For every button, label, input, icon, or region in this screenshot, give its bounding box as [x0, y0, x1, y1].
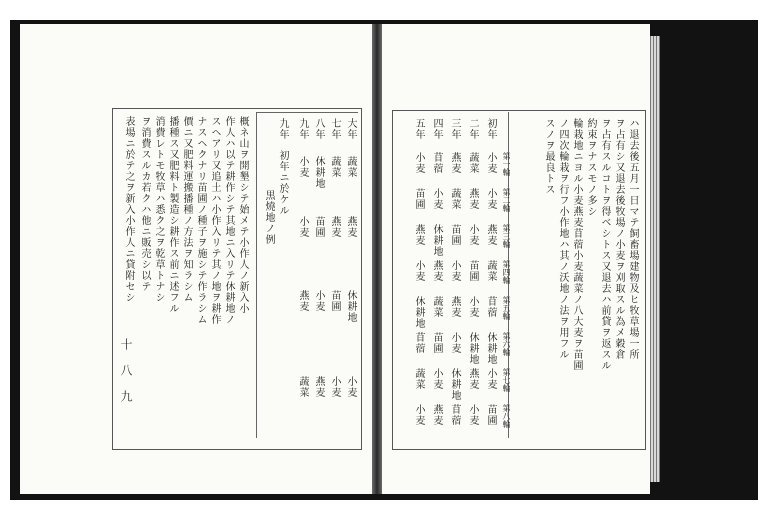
right-rot-header-4: 第四輪 [502, 260, 511, 284]
right-rot-header-7: 第七輪 [502, 368, 511, 392]
right-rot-cell-1-8: 苗圃 [485, 404, 496, 426]
left-narrative-col-8: ヲ消費スルカ若クハ他ニ販売シ以テ [139, 116, 150, 292]
left-narrative-col-3: スヘアリ又追土ハ小作入リテ其ノ地ヲ耕作 [209, 116, 220, 325]
right-rot-cell-1-7: 小麦 [485, 368, 496, 390]
left-rot-year-1: 大年 [345, 118, 356, 140]
right-rot-year-2: 二年 [467, 118, 478, 140]
left-narrative-col-6: 播種ス又肥料ト製造シ耕作ス前ニ述フル [167, 116, 178, 314]
right-rot-header-2: 第二輪 [502, 188, 511, 212]
right-rot-cell-2-3: 小麦 [467, 224, 478, 246]
right-rot-cell-3-8: 苜蓿 [449, 404, 460, 426]
left-rot-year-2: 七年 [329, 118, 340, 140]
left-rot-cell-1-2: 燕麦 [345, 216, 356, 238]
right-narrative-col-5: 輪栽地ニヨル小麦燕麦苜蓿小麦蔬菜ノ八大麦ヲ苗圃 [571, 118, 582, 371]
right-rot-cell-4-5: 蔬菜 [431, 296, 442, 318]
left-narrative-col-4: ナスヘクナリ苗圃ノ種子ヲ施シテ作ラシム [195, 116, 206, 325]
right-rot-cell-3-3: 苗圃 [449, 224, 460, 246]
left-table-heading-3: 九年 [277, 118, 288, 140]
left-rot-cell-2-1: 蔬菜 [329, 156, 340, 178]
left-table-heading-1: 黒燒地ノ例 [263, 190, 274, 245]
right-rot-cell-3-5: 燕麦 [449, 296, 460, 318]
right-rot-cell-1-3: 燕麦 [485, 224, 496, 246]
right-rot-cell-5-1: 小麦 [413, 152, 424, 174]
right-rot-header-3: 第三輪 [502, 224, 511, 248]
margin-mark-2: 八 [119, 364, 133, 376]
book-gutter [372, 24, 382, 494]
margin-mark-3: 九 [119, 390, 133, 402]
left-rot-year-4: 九年 [297, 118, 308, 140]
left-rot-cell-3-4: 燕麦 [313, 376, 324, 398]
right-rot-cell-1-1: 小麦 [485, 152, 496, 174]
right-rot-cell-2-6: 休耕地 [467, 332, 478, 365]
right-rot-cell-5-5: 休耕地 [413, 296, 424, 329]
right-narrative-col-1: ハ退去後五月一日マテ飼畜場建物及ヒ牧草場一所 [627, 118, 638, 360]
left-narrative-col-5: 價ニ又肥料運搬播種ノ方法ヲ知ラシム [181, 116, 192, 303]
right-rot-cell-1-4: 蔬菜 [485, 260, 496, 282]
left-rot-cell-4-2: 小麦 [297, 216, 308, 238]
right-rot-cell-5-2: 苗圃 [413, 188, 424, 210]
right-rot-year-5: 五年 [413, 118, 424, 140]
left-narrative-col-1: 概ネ山ヲ開墾シテ始メテ小作人ノ新入小 [237, 116, 248, 314]
right-narrative-col-7: スノヲ最良トス [543, 118, 554, 195]
right-narrative-col-6: ノ四次輪栽ヲ行フ小作地ハ其ノ沃地ノ法ヲ用フル [557, 118, 568, 360]
right-rot-cell-4-4: 燕麦 [431, 260, 442, 282]
right-narrative-col-2: ヲ占有シ又退去後牧場ノ小麦ヲ刈取スル為メ穀倉 [613, 118, 624, 360]
left-rot-cell-4-4: 蔬菜 [297, 376, 308, 398]
right-rot-cell-1-2: 小麦 [485, 188, 496, 210]
left-table-top-rule [256, 112, 358, 113]
right-rot-cell-5-3: 燕麦 [413, 224, 424, 246]
right-rot-header-1: 第一輪 [502, 152, 511, 176]
right-rot-header-8: 第八輪 [502, 404, 511, 428]
right-rot-cell-4-2: 小麦 [431, 188, 442, 210]
right-rot-cell-5-6: 苜蓿 [413, 332, 424, 354]
right-rot-cell-4-3: 休耕地 [431, 224, 442, 257]
right-rot-cell-1-5: 苜蓿 [485, 296, 496, 318]
left-narrative-col-7: 消費レトモ牧草ハ悉ク之ヲ乾草トナシ [153, 116, 164, 303]
right-rot-year-4: 四年 [431, 118, 442, 140]
right-rot-cell-2-7: 燕麦 [467, 368, 478, 390]
right-rot-cell-2-1: 蔬菜 [467, 152, 478, 174]
left-table-heading-2: 初年ニ於ケル [277, 150, 288, 216]
right-rot-cell-2-2: 燕麦 [467, 188, 478, 210]
right-rot-cell-4-7: 小麦 [431, 368, 442, 390]
left-rot-cell-3-3: 小麦 [313, 290, 324, 312]
left-rot-cell-2-3: 苗圃 [329, 290, 340, 312]
right-rot-cell-4-1: 苜蓿 [431, 152, 442, 174]
right-rot-year-3: 三年 [449, 118, 460, 140]
left-rot-cell-2-2: 燕麦 [329, 216, 340, 238]
left-table-rule [256, 112, 257, 438]
left-rot-cell-4-1: 小麦 [297, 156, 308, 178]
right-rot-cell-2-8: 小麦 [467, 404, 478, 426]
right-rot-cell-5-7: 蔬菜 [413, 368, 424, 390]
left-rot-cell-2-4: 小麦 [329, 376, 340, 398]
right-rot-cell-3-4: 小麦 [449, 260, 460, 282]
right-rot-cell-3-1: 燕麦 [449, 152, 460, 174]
right-rot-cell-3-2: 蔬菜 [449, 188, 460, 210]
right-rot-cell-2-5: 小麦 [467, 296, 478, 318]
page-edges [650, 36, 660, 482]
right-rot-cell-4-8: 燕麦 [431, 404, 442, 426]
margin-mark-1: 十 [119, 338, 133, 350]
left-rot-cell-4-3: 燕麦 [297, 290, 308, 312]
right-rot-cell-5-4: 小麦 [413, 260, 424, 282]
right-rot-cell-2-4: 苗圃 [467, 260, 478, 282]
left-rot-year-3: 八年 [313, 118, 324, 140]
left-narrative-col-9: 表場ニ於テ之ヲ新入小作人ニ貸附セシ [123, 116, 134, 303]
right-rot-cell-5-8: 小麦 [413, 404, 424, 426]
right-narrative-col-4: 約束ヲナスモノ多シ [585, 118, 596, 217]
right-rot-cell-1-6: 休耕地 [485, 332, 496, 365]
left-rot-cell-3-1: 休耕地 [313, 156, 324, 189]
right-rot-header-5: 第五輪 [502, 296, 511, 320]
right-rot-cell-3-6: 小麦 [449, 332, 460, 354]
left-rot-cell-1-3: 休耕地 [345, 290, 356, 323]
left-rot-cell-3-2: 苗圃 [313, 216, 324, 238]
right-rot-year-1: 初年 [485, 118, 496, 140]
right-narrative-col-3: ヲ占有スルコトヲ得ベシトス又退去ハ前貸ヲ返スル [599, 118, 610, 371]
right-rot-cell-3-7: 休耕地 [449, 368, 460, 401]
right-rot-cell-4-6: 苗圃 [431, 332, 442, 354]
right-rot-header-6: 第六輪 [502, 332, 511, 356]
left-rot-cell-1-4: 小麦 [345, 376, 356, 398]
left-rot-cell-1-1: 蔬菜 [345, 156, 356, 178]
left-narrative-col-2: 作人ハ以テ耕作シテ其地ニ入リテ休耕地ノ [223, 116, 234, 325]
